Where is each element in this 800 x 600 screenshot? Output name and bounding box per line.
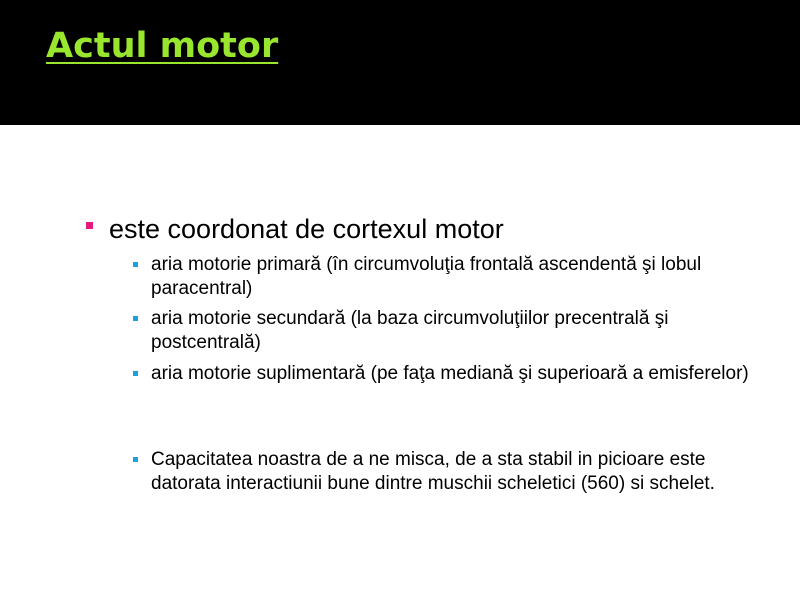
- square-bullet-icon: [133, 457, 138, 462]
- bullet-text: este coordonat de cortexul motor: [109, 214, 504, 244]
- sub-bullet-text: Capacitatea noastra de a ne misca, de a sta stabil in picioare este datorata interactiunii bune dintre muschii scheletici (560) si schelet.: [151, 449, 715, 494]
- sub-bullet-text: aria motorie primară (în circumvoluţia frontală ascendentă şi lobul paracentral): [151, 254, 702, 299]
- square-bullet-icon: [133, 316, 138, 321]
- slide-title: Actul motor: [46, 26, 279, 66]
- square-bullet-icon: [86, 222, 93, 229]
- square-bullet-icon: [133, 371, 138, 376]
- sub-bullet-text: aria motorie secundară (la baza circumvoluţiilor precentrală şi postcentrală): [151, 308, 669, 353]
- square-bullet-icon: [133, 262, 138, 267]
- sub-bullet-text: aria motorie suplimentară (pe faţa mediană şi superioară a emisferelor): [151, 363, 749, 384]
